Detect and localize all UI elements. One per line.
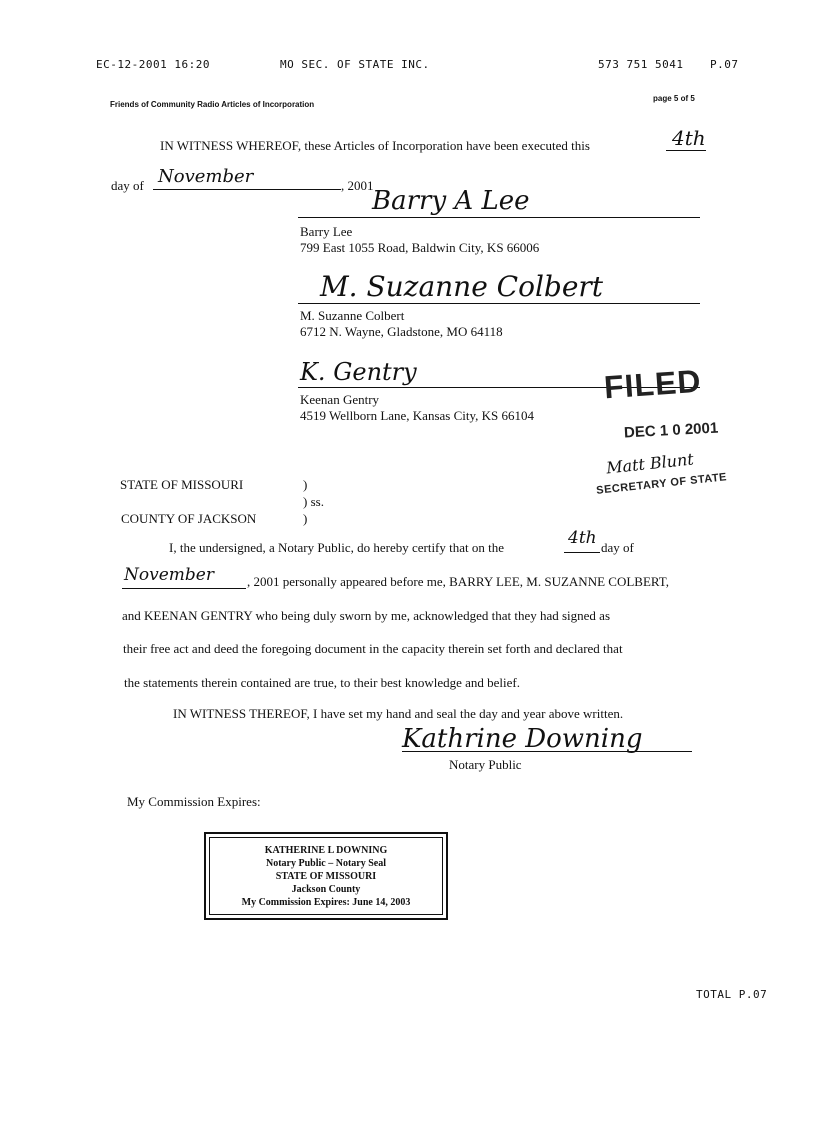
day-underline: [666, 150, 706, 151]
signatory-name-2: M. Suzanne Colbert: [300, 308, 405, 323]
seal-state: STATE OF MISSOURI: [275, 871, 377, 882]
month-handwritten: November: [158, 166, 254, 187]
venue-state: STATE OF MISSOURI: [120, 477, 244, 492]
signature-barry-lee: Barry A Lee: [372, 186, 530, 216]
witness-day-handwritten: 4th: [672, 126, 706, 150]
notary-cert-day-of: day of: [601, 540, 634, 555]
signatory-name-3: Keenan Gentry: [300, 392, 380, 407]
filed-stamp: FILED: [602, 362, 703, 406]
venue-paren-2: ): [303, 511, 308, 526]
notary-cert-line-3: and KEENAN GENTRY who being duly sworn by me, acknowledged that they had signed as: [122, 608, 611, 623]
signatory-address-1: 799 East 1055 Road, Baldwin City, KS 66006: [300, 240, 540, 255]
commission-expires-label: My Commission Expires:: [127, 794, 261, 809]
venue-ss: ) ss.: [303, 494, 324, 509]
notary-day-underline: [564, 552, 600, 553]
signatory-address-2: 6712 N. Wayne, Gladstone, MO 64118: [300, 324, 503, 339]
notary-seal: [204, 832, 448, 920]
notary-month-handwritten: November: [124, 565, 214, 585]
venue-county: COUNTY OF JACKSON: [121, 511, 257, 526]
day-of-label: day of: [111, 178, 144, 193]
witness-statement: IN WITNESS WHEREOF, these Articles of Incorporation have been executed this: [160, 138, 590, 153]
signature-line-1: [298, 217, 700, 218]
signatory-name-1: Barry Lee: [300, 224, 353, 239]
secretary-signature: Matt Blunt: [605, 449, 695, 478]
notary-public-label: Notary Public: [449, 757, 522, 772]
signature-line-2: [298, 303, 700, 304]
fax-page: P.07: [710, 58, 739, 71]
notary-cert-line-5: the statements therein contained are true, to their best knowledge and belief.: [124, 675, 520, 690]
notary-month-underline: [122, 588, 246, 589]
witness-year: , 2001: [341, 178, 374, 193]
seal-name: KATHERINE L DOWNING: [264, 845, 388, 856]
signature-suzanne-colbert: M. Suzanne Colbert: [320, 270, 604, 303]
fax-datetime: EC-12-2001 16:20: [96, 58, 210, 71]
seal-expires: My Commission Expires: June 14, 2003: [241, 897, 411, 908]
notary-witness-line: IN WITNESS THEREOF, I have set my hand and seal the day and year above written.: [173, 706, 624, 721]
notary-cert-line-2: , 2001 personally appeared before me, BARRY LEE, M. SUZANNE COLBERT,: [247, 574, 670, 589]
notary-day-handwritten: 4th: [568, 528, 597, 548]
filed-date: DEC 1 0 2001: [623, 419, 719, 442]
signature-keenan-gentry: K. Gentry: [300, 358, 417, 386]
fax-sender: MO SEC. OF STATE INC.: [280, 58, 430, 71]
seal-title: Notary Public – Notary Seal: [266, 858, 386, 869]
seal-county: Jackson County: [291, 884, 361, 895]
venue-paren-1: ): [303, 477, 308, 492]
notary-signature: Kathrine Downing: [402, 724, 643, 754]
notary-cert-line-1: I, the undersigned, a Notary Public, do hereby certify that on the: [169, 540, 505, 555]
page-number: page 5 of 5: [653, 94, 695, 103]
fax-total-pages: TOTAL P.07: [696, 988, 768, 1001]
signatory-address-3: 4519 Wellborn Lane, Kansas City, KS 66104: [300, 408, 535, 423]
fax-phone: 573 751 5041: [598, 58, 684, 71]
document-title: Friends of Community Radio Articles of Incorporation: [110, 100, 315, 109]
notary-signature-line: [402, 751, 692, 752]
month-underline: [153, 189, 341, 190]
secretary-of-state: SECRETARY OF STATE: [595, 471, 728, 497]
notary-cert-line-4: their free act and deed the foregoing document in the capacity therein set forth and declared that: [123, 641, 623, 656]
